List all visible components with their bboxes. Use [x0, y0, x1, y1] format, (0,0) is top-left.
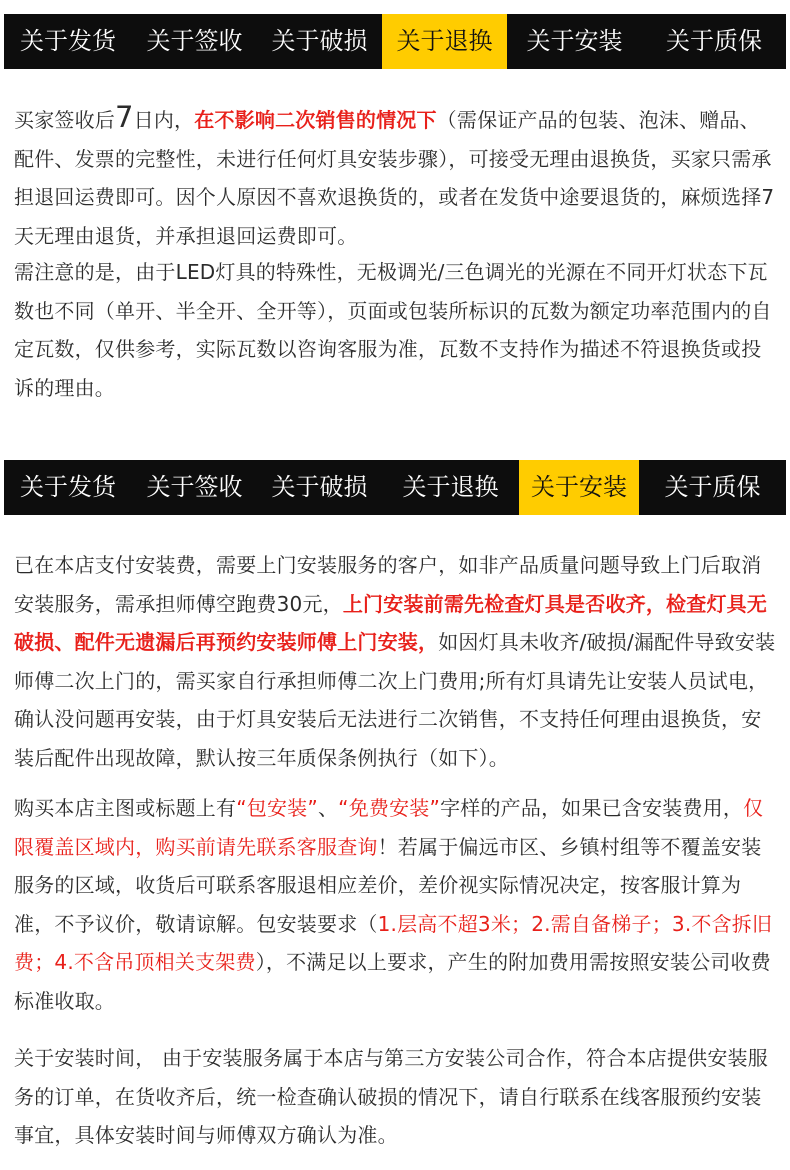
returns-highlight: 在不影响二次销售的情况下	[194, 108, 437, 132]
install-requirements: 1.层高不超3米；2.需自备梯子；3.不含拆旧费；4.不含吊顶相关支架费	[14, 911, 773, 975]
free-install-text-d: ），不满足以上要求，产生的附加费用需按照安装公司收费标准收取。	[14, 950, 771, 1013]
tag-free-install: “免费安装”	[338, 796, 441, 820]
tab-receipt[interactable]: 关于签收	[146, 27, 243, 55]
tab-bar-install	[4, 460, 786, 515]
tab-shipping[interactable]: 关于发货	[20, 473, 116, 501]
coverage-highlight: 仅限覆盖区域内，购买前请先联系客服查询	[14, 796, 764, 859]
install-time-paragraph: 关于安装时间， 由于安装服务属于本店与第三方安装公司合作，符合本店提供安装服务的订单，在货收齐后，统一检查确认破损的情况下，请自行联系在线客服预约安装事宜，具体安装时间与师傅双方确认为准。	[14, 1046, 768, 1148]
returns-days: 7	[115, 100, 134, 134]
free-install-paragraph	[14, 789, 780, 1021]
tab-warranty[interactable]: 关于质保	[664, 473, 761, 501]
returns-text-b: 日内，	[133, 108, 195, 132]
free-install-text-b: 字样的产品，如果已含安装费用，	[440, 796, 744, 820]
returns-text-a: 买家签收后	[14, 108, 115, 132]
returns-policy-paragraph	[14, 98, 780, 255]
free-install-sep: 、	[317, 796, 339, 820]
tab-damage[interactable]: 关于破损	[271, 27, 368, 55]
tag-install-included: “包安装”	[236, 796, 318, 820]
returns-text-c: （需保证产品的包装、泡沫、赠品、配件、发票的完整性，未进行任何灯具安装步骤），可接受无理由退换货，买家只需承担退回运费即可。因个人原因不喜欢退换货的，或者在发货中途要退货的，麻烦选择7天无理由退货，并承担退回运费即可。	[14, 108, 775, 248]
install-fee-paragraph	[14, 546, 780, 778]
wattage-note-paragraph: 需注意的是，由于LED灯具的特殊性，无极调光/三色调光的光源在不同开灯状态下瓦数也不同（单开、半全开、全开等），页面或包装所标识的瓦数为额定功率范围内的自定瓦数，仅供参考，实际瓦数以咨询客服为准，瓦数不支持作为描述不符退换货或投诉的理由。	[14, 260, 772, 400]
install-highlight: 上门安装前需先检查灯具是否收齐，检查灯具无破损、配件无遗漏后再预约安装师傅上门安装，	[14, 591, 768, 655]
free-install-text-a: 购买本店主图或标题上有	[14, 796, 237, 820]
tab-returns[interactable]: 关于退换	[402, 473, 499, 501]
install-text-a: 已在本店支付安装费，需要上门安装服务的客户，如非产品质量问题导致上门后取消安装服务，需承担师傅空跑费30元，	[14, 553, 762, 616]
free-install-text-c: ！若属于偏远市区、乡镇村组等不覆盖安装服务的区域，收货后可联系客服退相应差价，差价视实际情况决定，按客服计算为准，不予议价，敬请谅解。包安装要求（	[14, 834, 762, 936]
tab-receipt[interactable]: 关于签收	[146, 473, 243, 501]
tab-installation[interactable]: 关于安装	[519, 460, 639, 515]
tab-installation[interactable]: 关于安装	[526, 27, 623, 55]
tab-bar-returns	[4, 14, 786, 69]
tab-warranty[interactable]: 关于质保	[666, 27, 762, 55]
tab-returns[interactable]: 关于退换	[382, 14, 507, 69]
install-text-b: 如因灯具未收齐/破损/漏配件导致安装师傅二次上门的，需买家自行承担师傅二次上门费用;所有灯具请先让安装人员试电，确认没问题再安装，由于灯具安装后无法进行二次销售，不支持任何理由退换货，安装后配件出现故障，默认按三年质保条例执行（如下）。	[14, 630, 776, 770]
tab-shipping[interactable]: 关于发货	[20, 27, 116, 55]
tab-damage[interactable]: 关于破损	[271, 473, 368, 501]
